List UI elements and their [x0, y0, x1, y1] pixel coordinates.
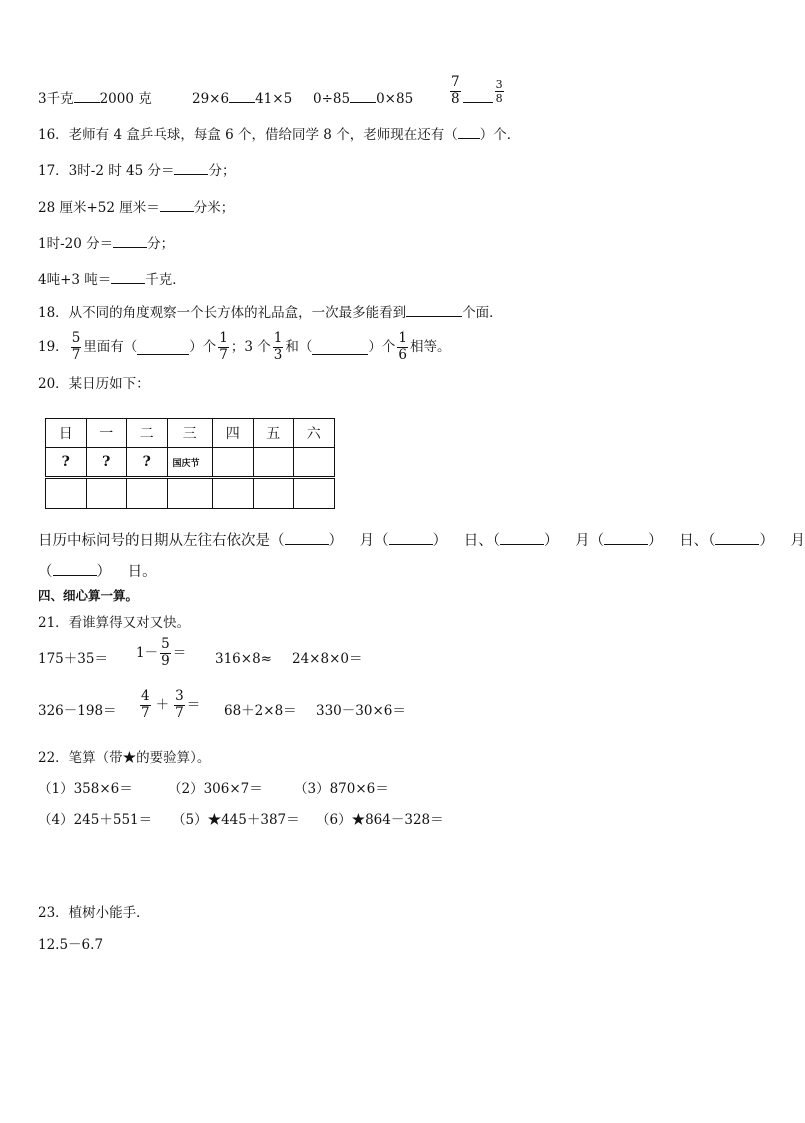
- q20-blank-1[interactable]: [285, 530, 329, 545]
- q17-a: [38, 160, 235, 180]
- q20-desc-line2: [38, 561, 157, 581]
- q17-a-text: 17．3时-2 时 45 分＝: [38, 163, 175, 179]
- calendar-header-row: [46, 419, 335, 448]
- q21-expr-1: 175＋35＝: [38, 651, 108, 667]
- q21-expr-2-equals: ＝: [172, 645, 187, 661]
- q20-desc-text: 月: [790, 533, 805, 549]
- calendar-cell: [167, 478, 213, 509]
- q20-desc-text: 日历中标问号的日期从左往右依次是（: [38, 533, 285, 549]
- q17-d-blank[interactable]: [111, 269, 145, 284]
- q15-f: 0×85: [376, 91, 414, 107]
- q15-blank-1[interactable]: [74, 88, 100, 103]
- q18-text: 18．从不同的角度观察一个长方体的礼品盒，一次最多能看到: [38, 305, 407, 321]
- q20-desc-text: ）: [543, 533, 559, 549]
- q17-c-blank[interactable]: [113, 233, 147, 248]
- q19-text-5: ）个: [368, 339, 396, 355]
- q19: [38, 327, 450, 367]
- q21-expr-2: [136, 638, 186, 668]
- q21-expr-3: 316×8≈: [215, 651, 272, 667]
- q17-d: [38, 269, 186, 289]
- calendar-cell-question: ?: [46, 448, 87, 478]
- q21-expr-7: 68＋2×8＝: [224, 703, 297, 719]
- q21-expr-5: 326－198＝: [38, 703, 117, 719]
- calendar-header-sun: 日: [46, 419, 87, 448]
- q15-d: 41×5: [255, 91, 293, 107]
- q20-blank-2[interactable]: [389, 530, 433, 545]
- q17-c-unit: 分；: [147, 236, 175, 252]
- q22-item-1: （1）358×6＝: [38, 781, 133, 797]
- q15-fraction-7-8: $\frac{7}{8}$: [451, 74, 460, 107]
- q20-desc-text: 月（: [359, 533, 389, 549]
- calendar-cell-question: ?: [86, 448, 127, 478]
- calendar-header-wed: 三: [167, 419, 213, 448]
- calendar-cell: [253, 448, 294, 478]
- q15-part3: [313, 88, 413, 108]
- calendar-header-mon: 一: [86, 419, 127, 448]
- q20-desc-text: ）: [432, 533, 448, 549]
- q16-close: ）个．: [479, 127, 521, 143]
- q20-desc-text: ）: [328, 533, 343, 549]
- q21-fraction-5-9: $\frac{5}{9}$: [161, 636, 170, 669]
- q19-blank-2[interactable]: [312, 340, 368, 355]
- section-4-heading: 四、细心算一算。: [38, 588, 139, 603]
- q22-item-3: （3）870×6＝: [294, 781, 389, 797]
- q17-d-text: 4吨+3 吨＝: [38, 272, 112, 288]
- q17-c: [38, 233, 174, 253]
- q18: [38, 302, 503, 322]
- q21-expr-8: 330－30×6＝: [316, 703, 406, 719]
- q19-text-3: ；3 个: [230, 339, 271, 355]
- q15-a: 3千克: [38, 91, 74, 107]
- q15-blank-2[interactable]: [229, 88, 255, 103]
- q20-desc-text: ）: [648, 533, 663, 549]
- q15-e: 0÷85: [313, 91, 351, 107]
- q15-line: [38, 88, 152, 108]
- q21-expr-2-prefix: 1－: [136, 645, 159, 661]
- q21-expr-4: 24×8×0＝: [292, 651, 363, 667]
- q19-fraction-1-3: $\frac{1}{3}$: [273, 330, 283, 363]
- q17-b: [38, 197, 234, 217]
- q20-desc-text: （: [38, 564, 53, 580]
- calendar-header-tue: 二: [127, 419, 168, 448]
- q20-desc-text: ）: [96, 564, 111, 580]
- q19-fraction-5-7: $\frac{5}{7}$: [71, 330, 81, 363]
- q17-a-blank[interactable]: [174, 160, 208, 175]
- q16-text: 16．老师有 4 盒乒乓球，每盒 6 个，借给同学 8 个，老师现在还有（: [38, 127, 458, 143]
- q20-blank-5[interactable]: [715, 530, 759, 545]
- q20-blank-4[interactable]: [604, 530, 648, 545]
- q17-b-text: 28 厘米+52 厘米＝: [38, 200, 160, 216]
- q19-text-4: 和（: [285, 339, 313, 355]
- q17-d-unit: 千克．: [145, 272, 186, 288]
- q21-expr-6: [138, 690, 200, 720]
- q19-text-1: 里面有（: [83, 339, 138, 355]
- q21-expr-6-equals: ＝: [186, 697, 201, 713]
- q20-title: 20．某日历如下：: [38, 376, 150, 392]
- q15-b: 2000 克: [99, 91, 152, 107]
- q20-desc-text: 日。: [127, 564, 157, 580]
- calendar-header-fri: 五: [253, 419, 294, 448]
- calendar-cell: [46, 478, 87, 509]
- q17-b-unit: 分米；: [193, 200, 235, 216]
- q16-blank[interactable]: [458, 124, 480, 139]
- q22-item-2: （2）306×7＝: [168, 781, 263, 797]
- q15-part4: [448, 76, 506, 106]
- calendar-cell: [253, 478, 294, 509]
- q20-desc-text: ）: [759, 533, 774, 549]
- calendar-cell: [294, 478, 335, 509]
- q19-fraction-1-6: $\frac{1}{6}$: [398, 330, 407, 363]
- q19-fraction-1-7: $\frac{1}{7}$: [219, 330, 228, 363]
- q15-c: 29×6: [192, 91, 230, 107]
- q19-label: 19．: [38, 339, 69, 355]
- q21-title: 21．看谁算得又对又快。: [38, 615, 191, 631]
- q18-blank[interactable]: [406, 302, 462, 317]
- q22-item-4: （4）245＋551＝: [38, 812, 153, 828]
- q20-desc-text: 日、（: [463, 533, 500, 549]
- calendar-header-thu: 四: [213, 419, 254, 448]
- calendar-row-2: [46, 478, 335, 509]
- q20-desc-line1: [38, 530, 805, 550]
- calendar-cell-question: ?: [127, 448, 168, 478]
- calendar-cell: [127, 478, 168, 509]
- q17-c-text: 1时-20 分＝: [38, 236, 114, 252]
- calendar-cell: [213, 448, 254, 478]
- q17-b-blank[interactable]: [160, 197, 194, 212]
- q20-desc-text: 月（: [575, 533, 605, 549]
- q18-unit: 个面．: [462, 305, 503, 321]
- q21-fraction-4-7: $\frac{4}{7}$: [141, 688, 150, 721]
- q21-expr-6-plus: ＋: [155, 697, 170, 713]
- calendar-row-1: [46, 448, 335, 478]
- q22-item-5: （5）★445＋387＝: [172, 812, 300, 828]
- q22-item-6: （6）★864－328＝: [316, 812, 444, 828]
- q19-text-2: ）个: [189, 339, 217, 355]
- q21-fraction-3-7: $\frac{3}{7}$: [175, 688, 184, 721]
- q23-expression: 12.5－6.7: [38, 937, 104, 953]
- calendar-header-sat: 六: [294, 419, 335, 448]
- calendar-table: [45, 418, 335, 509]
- q23-title: 23．植树小能手．: [38, 905, 150, 921]
- q15-part2: [192, 88, 292, 108]
- calendar-cell: [86, 478, 127, 509]
- q19-blank-1[interactable]: [137, 340, 189, 355]
- calendar-cell-national-day: 国庆节: [167, 448, 213, 478]
- q16: [38, 124, 520, 144]
- q19-text-6: 相等。: [409, 339, 451, 355]
- calendar-cell: [294, 448, 335, 478]
- q20-desc-text: 日、（: [679, 533, 716, 549]
- q15-fraction-3-8: $\frac{3}{8}$: [495, 77, 503, 105]
- calendar-cell: [213, 478, 254, 509]
- q20-blank-3[interactable]: [500, 530, 544, 545]
- q22-title: 22．笔算（带★的要验算）。: [38, 750, 211, 766]
- q15-blank-3[interactable]: [350, 88, 376, 103]
- q15-blank-4[interactable]: [463, 88, 493, 103]
- q17-a-unit: 分；: [208, 163, 236, 179]
- q20-blank-6[interactable]: [53, 561, 97, 576]
